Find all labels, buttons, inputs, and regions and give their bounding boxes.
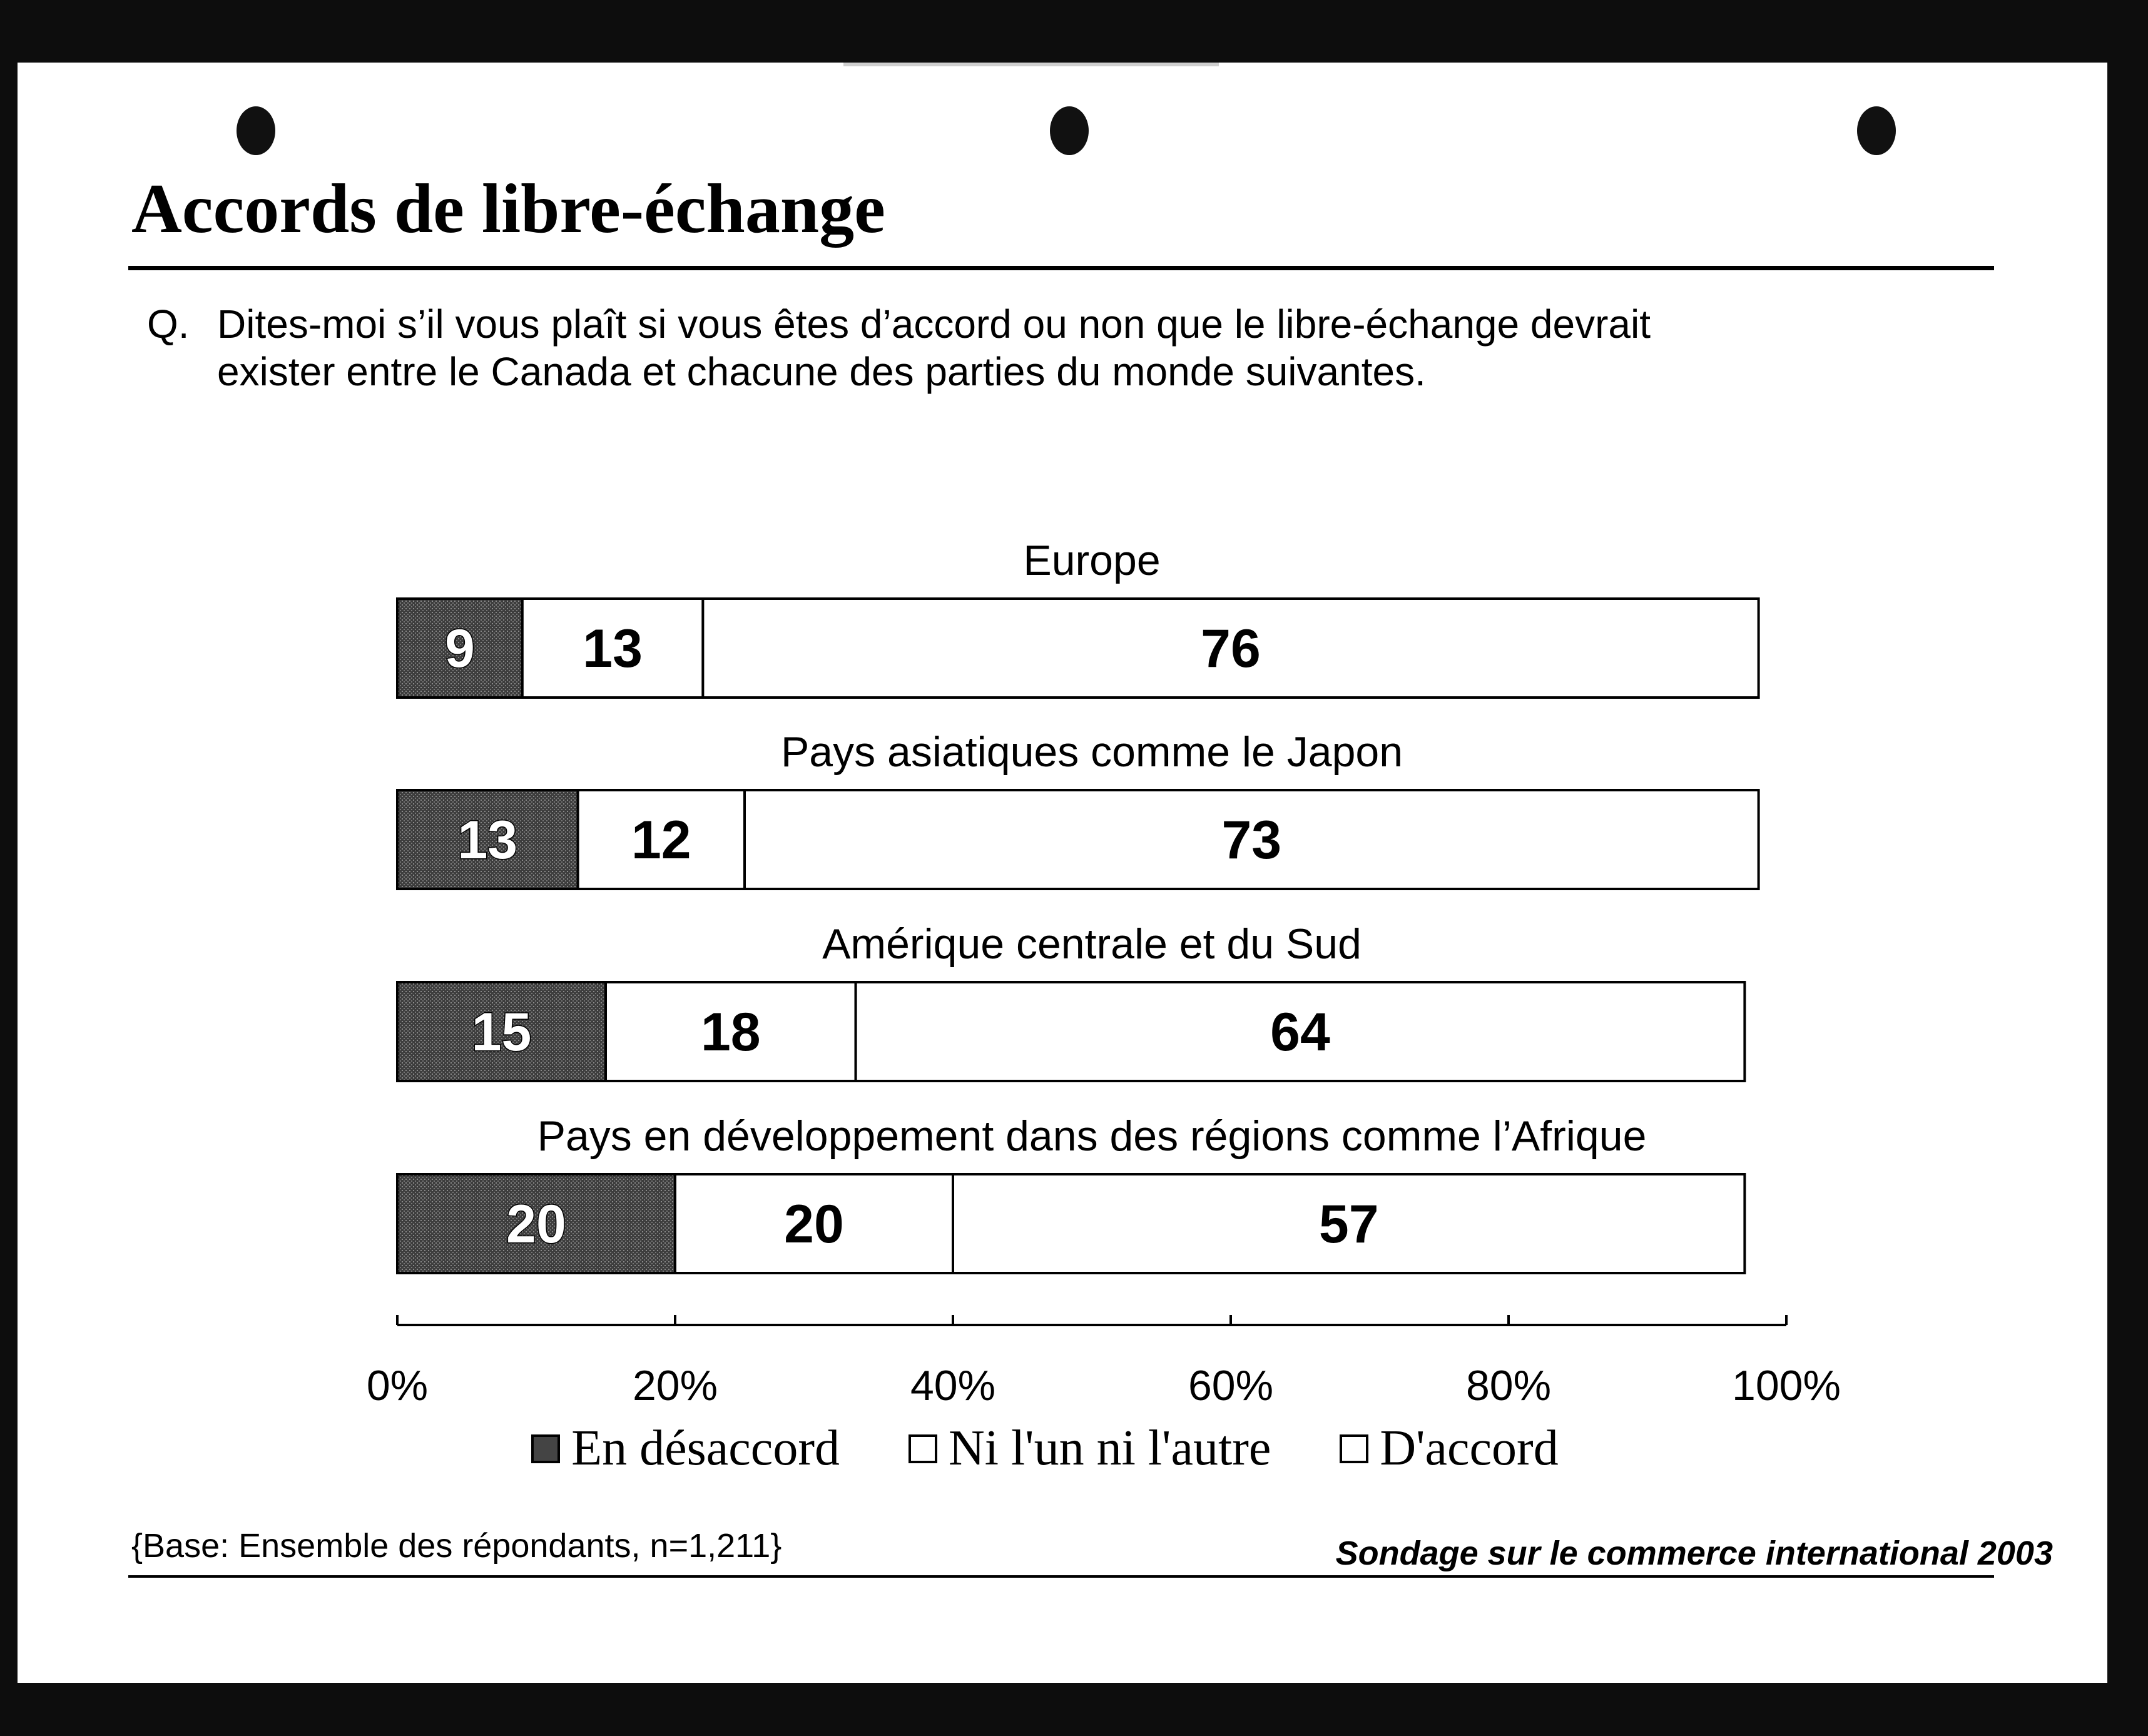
question-prefix: Q. bbox=[147, 302, 190, 347]
data-label-ni-l-un-ni-l-autre-3: 18 bbox=[700, 1002, 761, 1062]
legend-item-agree bbox=[1340, 1420, 1558, 1477]
data-label-en-desaccord-2: 13 bbox=[457, 810, 518, 870]
data-label-ni-l-un-ni-l-autre-1: 13 bbox=[583, 619, 643, 679]
chart-legend bbox=[0, 1420, 2090, 1477]
data-label-d-accord-4: 57 bbox=[1318, 1194, 1379, 1254]
legend-label-agree: D'accord bbox=[1380, 1421, 1559, 1476]
data-label-en-desaccord-3: 15 bbox=[471, 1002, 532, 1062]
x-tick-label-5: 100% bbox=[1732, 1362, 1841, 1409]
data-label-d-accord-2: 73 bbox=[1221, 810, 1282, 870]
legend-label-disagree: En désaccord bbox=[571, 1421, 840, 1476]
x-tick-label-3: 60% bbox=[1188, 1362, 1274, 1409]
x-tick-label-0: 0% bbox=[366, 1362, 429, 1409]
data-label-en-desaccord-1: 9 bbox=[444, 619, 475, 679]
category-label-pays-en-developpement-dans-des-regions-comme-l-afrique: Pays en développement dans des régions comme l’Afrique bbox=[537, 1112, 1647, 1160]
legend-item-disagree bbox=[531, 1420, 840, 1477]
question-line-1: Dites-moi s’il vous plaît si vous êtes d’accord ou non que le libre-échange devrait bbox=[217, 302, 1651, 347]
page-title: Accords de libre-échange bbox=[131, 170, 885, 248]
footer-rule bbox=[128, 1575, 1994, 1578]
legend-item-neutral bbox=[909, 1420, 1271, 1477]
category-label-europe: Europe bbox=[1023, 537, 1161, 584]
x-tick-label-2: 40% bbox=[910, 1362, 996, 1409]
data-label-ni-l-un-ni-l-autre-4: 20 bbox=[784, 1194, 844, 1254]
question-line-2: exister entre le Canada et chacune des parties du monde suivantes. bbox=[217, 349, 1426, 394]
source-note: Sondage sur le commerce international 2003 bbox=[1335, 1535, 2053, 1572]
legend-swatch-neutral bbox=[909, 1434, 937, 1463]
base-note: {Base: Ensemble des répondants, n=1,211} bbox=[131, 1527, 782, 1565]
category-label-pays-asiatiques-comme-le-japon: Pays asiatiques comme le Japon bbox=[780, 728, 1403, 776]
x-tick-label-1: 20% bbox=[632, 1362, 718, 1409]
legend-swatch-disagree bbox=[531, 1434, 560, 1463]
data-label-d-accord-1: 76 bbox=[1201, 619, 1261, 679]
data-label-ni-l-un-ni-l-autre-2: 12 bbox=[631, 810, 691, 870]
legend-label-neutral: Ni l'un ni l'autre bbox=[948, 1421, 1271, 1476]
data-label-d-accord-3: 64 bbox=[1270, 1002, 1330, 1062]
x-tick-label-4: 80% bbox=[1465, 1362, 1552, 1409]
category-label-amerique-centrale-et-du-sud: Amérique centrale et du Sud bbox=[822, 920, 1362, 968]
legend-swatch-agree bbox=[1340, 1434, 1368, 1463]
data-label-en-desaccord-4: 20 bbox=[506, 1194, 566, 1254]
